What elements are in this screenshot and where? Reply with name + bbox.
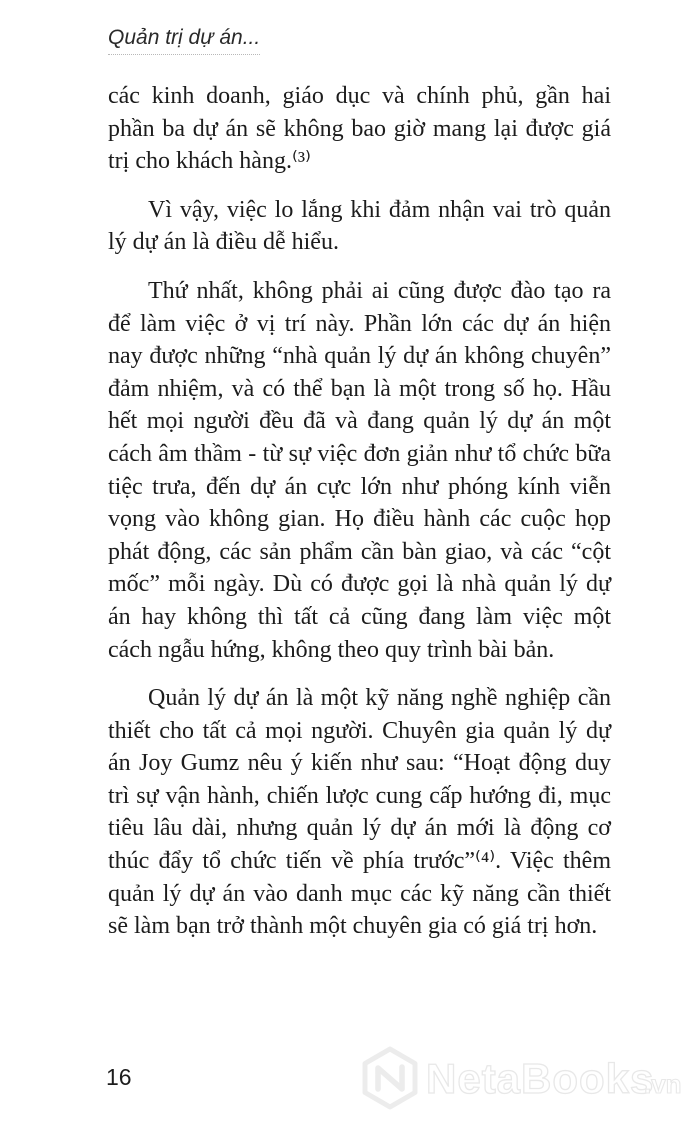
- running-header-title: Quản trị dự án...: [108, 26, 260, 55]
- body-paragraph: các kinh doanh, giáo dục và chính phủ, gần hai phần ba dự án sẽ không bao giờ mang lại được giá trị cho khách hàng.⁽³⁾: [108, 83, 611, 175]
- body-paragraph: Quản lý dự án là một kỹ năng nghề nghiệp cần thiết cho tất cả mọi người. Chuyên gia quản lý dự án Joy Gumz nêu ý kiến như sau: “Hoạt động duy trì sự vận hành, chiến lược cung cấp hướng đi, mục tiêu lâu dài, nhưng quản lý dự án mới là động cơ thúc đẩy tổ chức tiến về phía trước”⁽⁴⁾. Việc thêm quản lý dự án vào danh mục các kỹ năng cần thiết sẽ làm bạn trở thành một chuyên gia có giá trị hơn.: [108, 685, 611, 940]
- page-body: [108, 80, 611, 959]
- running-header: [108, 26, 260, 55]
- body-paragraph: Thứ nhất, không phải ai cũng được đào tạo ra để làm việc ở vị trí này. Phần lớn các dự án hiện nay được những “nhà quản lý dự án không chuyên” đảm nhiệm, và có thể bạn là một trong số họ. Hầu hết mọi người đều đã và đang quản lý dự án một cách âm thầm - từ sự việc đơn giản như tổ chức bữa tiệc trưa, đến dự án cực lớn như phóng kính viễn vọng vào không gian. Họ điều hành các cuộc họp phát động, các sản phẩm cần bàn giao, và các “cột mốc” mỗi ngày. Dù có được gọi là nhà quản lý dự án hay không thì tất cả cũng đang làm việc một cách ngẫu hứng, không theo quy trình bài bản.: [108, 277, 611, 663]
- page-number: 16: [106, 1064, 132, 1090]
- watermark-tld-text: .vn: [644, 1069, 682, 1099]
- hexagon-n-icon: [365, 1049, 415, 1107]
- netabooks-watermark-graphic: [362, 1042, 694, 1112]
- watermark-brand-text: NetaBooks: [426, 1055, 655, 1102]
- body-paragraph: Vì vậy, việc lo lắng khi đảm nhận vai trò quản lý dự án là điều dễ hiểu.: [108, 196, 611, 256]
- netabooks-watermark: [362, 1042, 694, 1112]
